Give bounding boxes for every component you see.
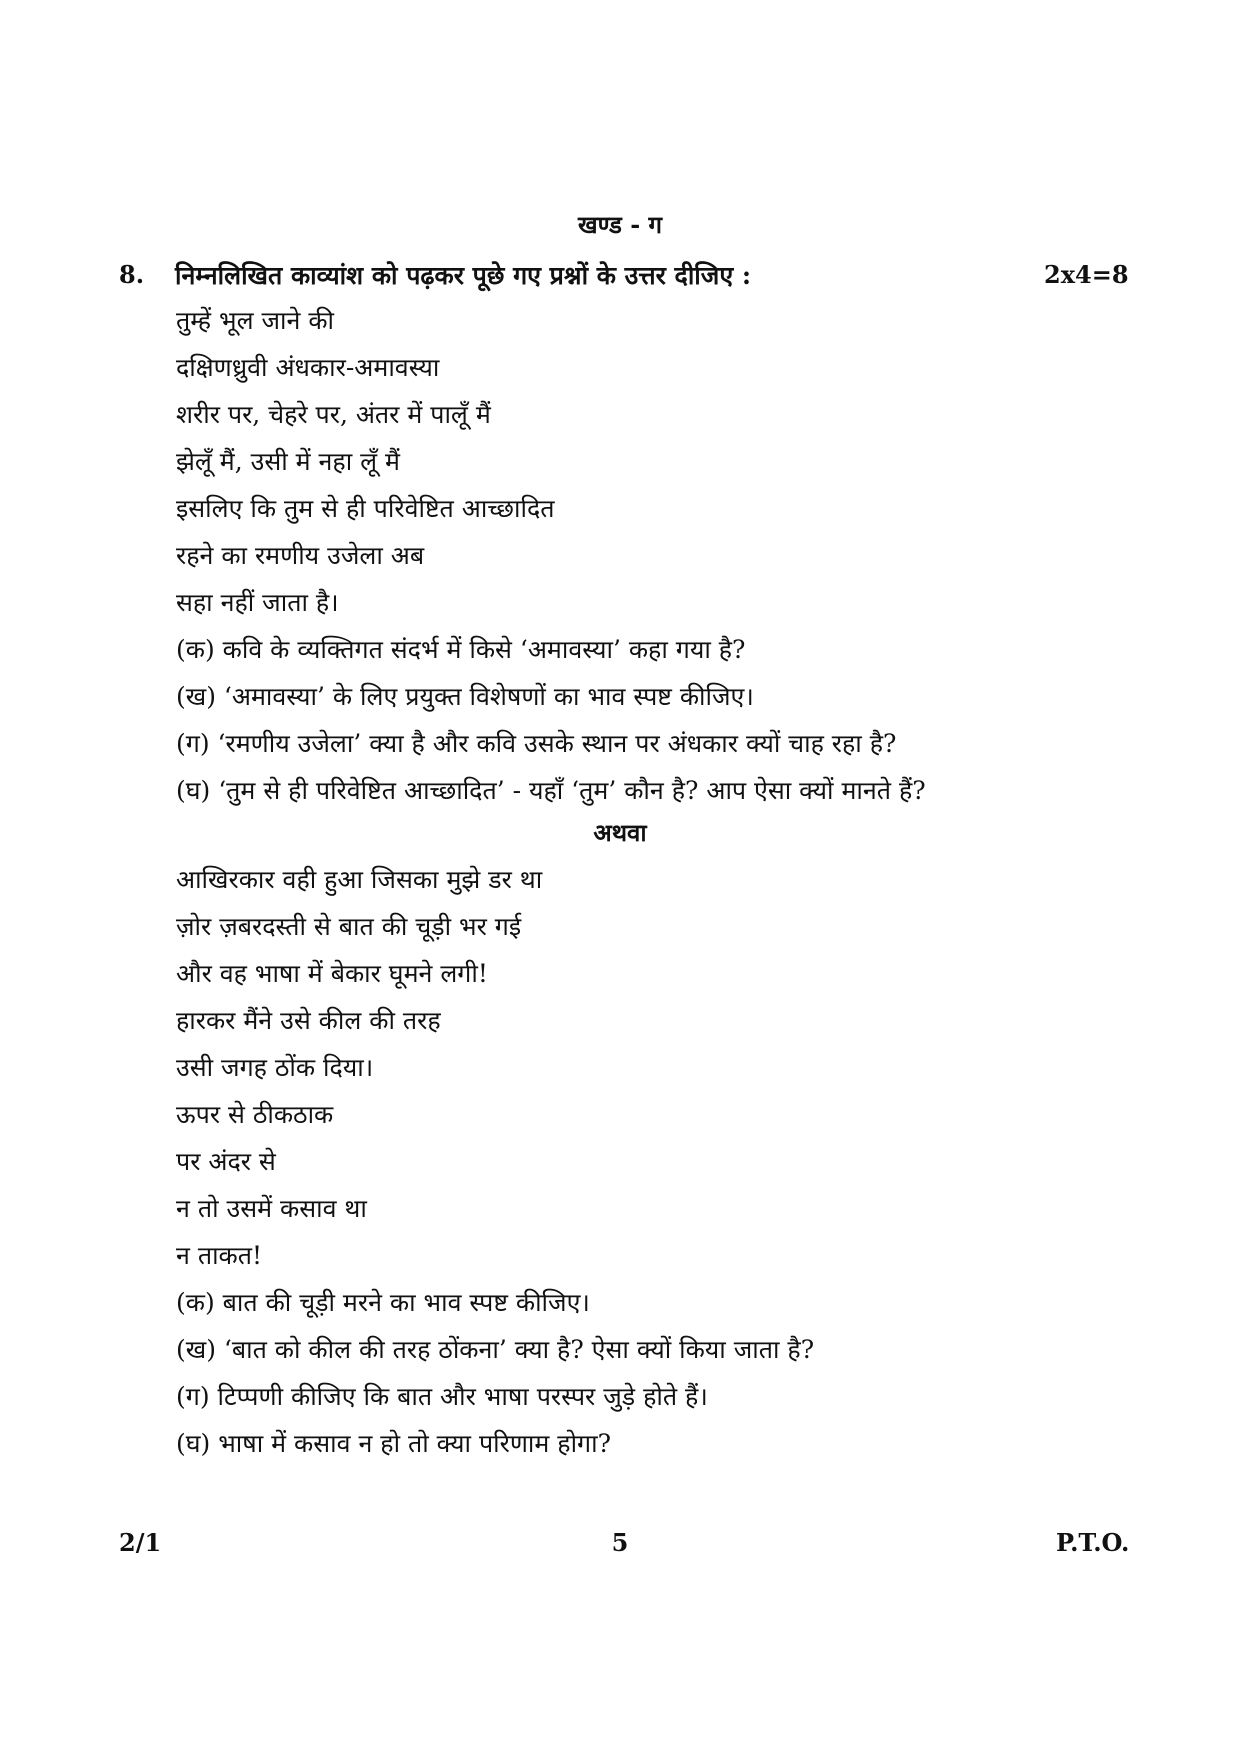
subquestion: (ग) ‘रमणीय उजेला’ क्या है और कवि उसके स्थान पर अंधकार क्यों चाह रहा है? (176, 729, 897, 758)
paper-code: 2/1 (119, 1528, 162, 1557)
subquestion: (क) बात की चूड़ी मरने का भाव स्पष्ट कीजिए। (176, 1288, 590, 1317)
subquestion: (ग) टिप्पणी कीजिए कि बात और भाषा परस्पर जुड़े होते हैं। (176, 1382, 708, 1411)
page-number: 5 (611, 1528, 629, 1557)
subquestion: (ख) ‘अमावस्या’ के लिए प्रयुक्त विशेषणों का भाव स्पष्ट कीजिए। (176, 682, 754, 711)
or-heading: अथवा (593, 818, 647, 847)
poem-line: पर अंदर से (176, 1147, 276, 1176)
subquestion: (घ) भाषा में कसाव न हो तो क्या परिणाम होगा? (176, 1429, 612, 1458)
poem-line: न तो उसमें कसाव था (176, 1194, 367, 1223)
poem-line: शरीर पर, चेहरे पर, अंतर में पालूँ मैं (176, 400, 491, 429)
poem-line: ज़ोर ज़बरदस्ती से बात की चूड़ी भर गई (176, 912, 522, 941)
poem-line: ऊपर से ठीकठाक (176, 1100, 334, 1129)
question-text: निम्नलिखित काव्यांश को पढ़कर पूछे गए प्रश्नों के उत्तर दीजिए : (175, 261, 752, 290)
pto-label: P.T.O. (1056, 1528, 1130, 1557)
subquestion: (ख) ‘बात को कील की तरह ठोंकना’ क्या है? ऐसा क्यों किया जाता है? (176, 1335, 815, 1364)
poem-line: और वह भाषा में बेकार घूमने लगी! (176, 959, 488, 988)
poem-line: तुम्हें भूल जाने की (176, 306, 335, 335)
poem-line: झेलूँ मैं, उसी में नहा लूँ मैं (176, 447, 400, 476)
poem-line: न ताकत! (176, 1241, 263, 1270)
poem-line: आखिरकार वही हुआ जिसका मुझे डर था (176, 865, 543, 894)
poem-passage-1 (176, 297, 926, 814)
subquestion: (क) कवि के व्यक्तिगत संदर्भ में किसे ‘अमावस्या’ कहा गया है? (176, 635, 746, 664)
poem-line: हारकर मैंने उसे कील की तरह (176, 1006, 441, 1035)
question-marks: 2x4=8 (1044, 260, 1129, 289)
section-heading: खण्ड - ग (577, 210, 663, 239)
poem-line: दक्षिणध्रुवी अंधकार-अमावस्या (176, 353, 440, 382)
poem-line: सहा नहीं जाता है। (176, 588, 339, 617)
poem-line: उसी जगह ठोंक दिया। (176, 1053, 374, 1082)
poem-line: रहने का रमणीय उजेला अब (176, 541, 425, 570)
question-number: 8. (119, 260, 145, 289)
poem-line: इसलिए कि तुम से ही परिवेष्टित आच्छादित (176, 494, 555, 523)
subquestion: (घ) ‘तुम से ही परिवेष्टित आच्छादित’ - यहाँ ‘तुम’ कौन है? आप ऐसा क्यों मानते हैं? (176, 776, 926, 805)
poem-passage-2 (176, 856, 814, 1467)
